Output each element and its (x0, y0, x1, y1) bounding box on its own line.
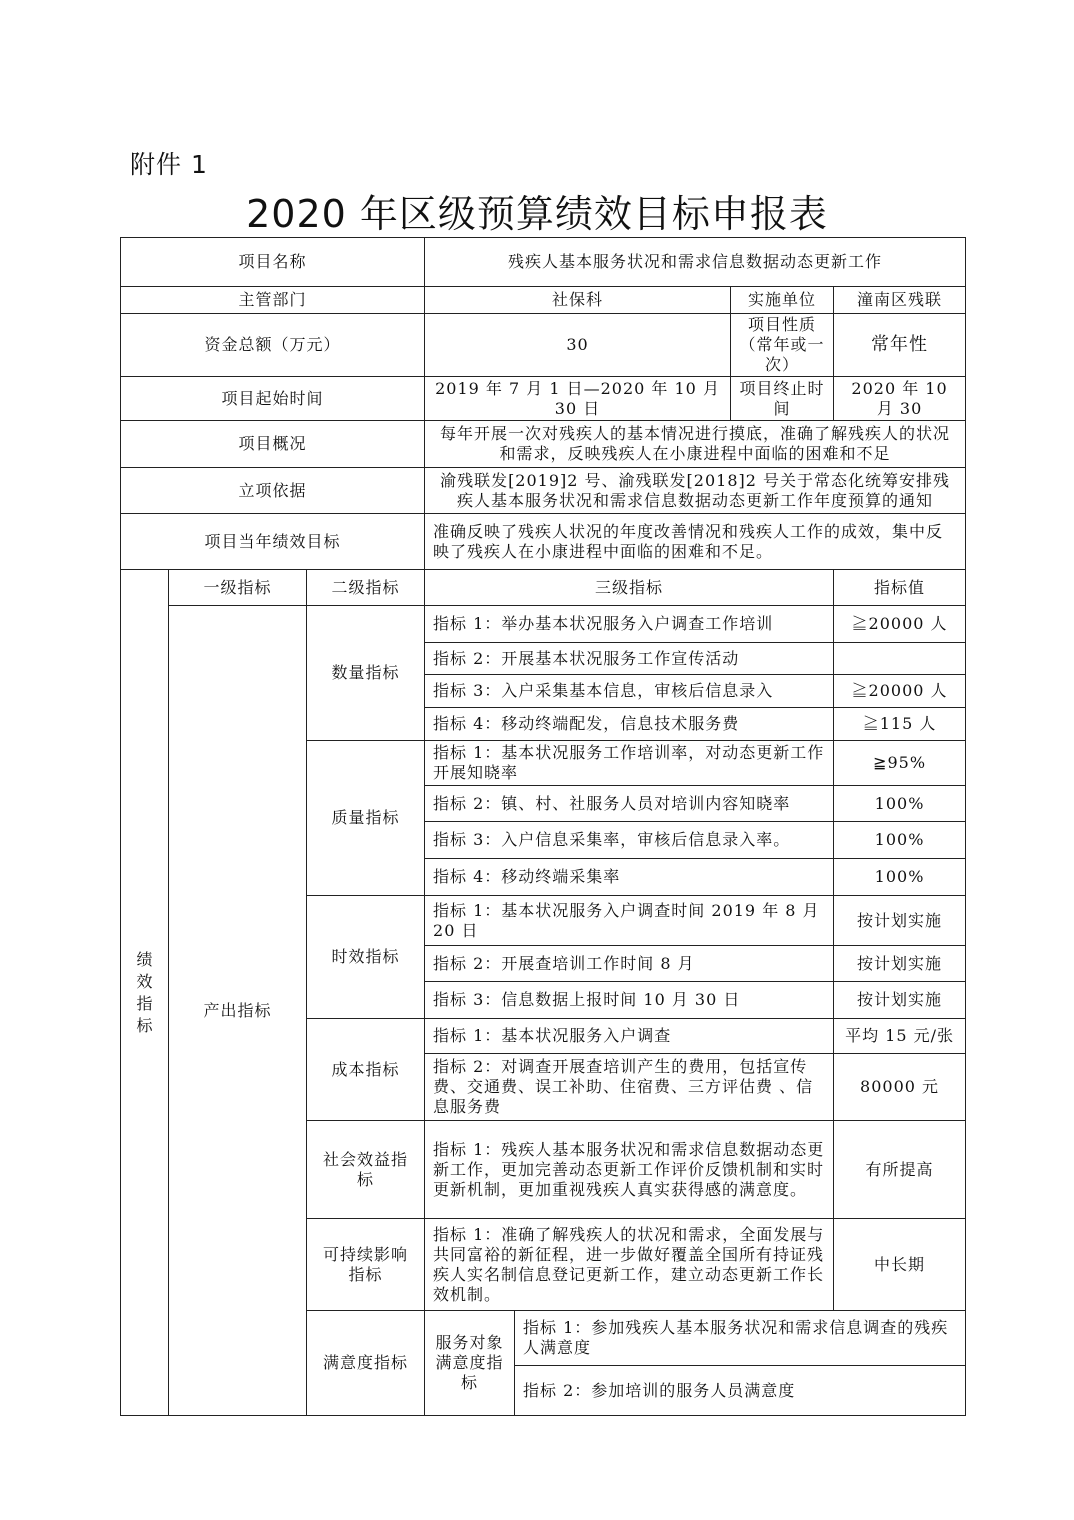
indicator-value: 按计划实施 (834, 946, 966, 982)
indicator-value: 100% (834, 822, 966, 859)
indicator-value: 100% (834, 859, 966, 896)
indicator-text: 指标 3：入户信息采集率，审核后信息录入率。 (425, 822, 834, 859)
attachment-label: 附件 1 (130, 150, 208, 179)
indicator-text: 指标 2：开展基本状况服务工作宣传活动 (425, 643, 834, 675)
indicator-value: ≧115 人 (834, 708, 966, 741)
header-level3: 三级指标 (425, 570, 834, 606)
indicator-text: 指标 2：对调查开展查培训产生的费用，包括宣传费、交通费、误工补助、住宿费、三方评估费 、信息服务费 (425, 1054, 834, 1121)
goal-label: 项目当年绩效目标 (121, 514, 425, 570)
start-value: 2019 年 7 月 1 日—2020 年 10 月 30 日 (425, 377, 731, 421)
indicator-value: 按计划实施 (834, 982, 966, 1019)
nature-value: 常年性 (834, 314, 966, 377)
end-label: 项目终止时间 (731, 377, 834, 421)
social-benefit-indicator-label: 社会效益指标 (307, 1121, 425, 1219)
service-satisfaction-indicator-label: 服务对象满意度指标 (425, 1311, 515, 1416)
indicator-text: 指标 1：参加残疾人基本服务状况和需求信息调查的残疾人满意度 (515, 1311, 966, 1366)
quality-indicator-label: 质量指标 (307, 741, 425, 896)
header-level2: 二级指标 (307, 570, 425, 606)
end-value: 2020 年 10 月 30 (834, 377, 966, 421)
nature-label: 项目性质（常年或一次） (731, 314, 834, 377)
impl-unit-value: 潼南区残联 (834, 287, 966, 314)
goal-value: 准确反映了残疾人状况的年度改善情况和残疾人工作的成效，集中反映了残疾人在小康进程中面临的困难和不足。 (425, 514, 966, 570)
indicator-text: 指标 2：参加培训的服务人员满意度 (515, 1366, 966, 1416)
project-name-value: 残疾人基本服务状况和需求信息数据动态更新工作 (425, 238, 966, 287)
indicator-value: ≧20000 人 (834, 606, 966, 643)
cost-indicator-label: 成本指标 (307, 1019, 425, 1121)
indicator-text: 指标 2：镇、村、社服务人员对培训内容知晓率 (425, 786, 834, 822)
indicator-value: 100% (834, 786, 966, 822)
dept-value: 社保科 (425, 287, 731, 314)
overview-value: 每年开展一次对残疾人的基本情况进行摸底，准确了解残疾人的状况和需求，反映残疾人在小康进程中面临的困难和不足 (425, 421, 966, 468)
indicator-value: 有所提高 (834, 1121, 966, 1219)
impl-unit-label: 实施单位 (731, 287, 834, 314)
dept-label: 主管部门 (121, 287, 425, 314)
indicator-value (834, 643, 966, 675)
sustainability-indicator-label: 可持续影响指标 (307, 1219, 425, 1311)
timeliness-indicator-label: 时效指标 (307, 896, 425, 1019)
indicator-text: 指标 1：基本状况服务入户调查时间 2019 年 8 月 20 日 (425, 896, 834, 946)
start-label: 项目起始时间 (121, 377, 425, 421)
indicator-text: 指标 3：信息数据上报时间 10 月 30 日 (425, 982, 834, 1019)
indicator-text: 指标 3：入户采集基本信息，审核后信息录入 (425, 675, 834, 708)
output-indicator-label: 产出指标 (169, 606, 307, 1416)
basis-value: 渝残联发[2019]2 号、渝残联发[2018]2 号关于常态化统筹安排残疾人基本服务状况和需求信息数据动态更新工作年度预算的通知 (425, 468, 966, 514)
indicator-value: ≧20000 人 (834, 675, 966, 708)
indicator-value: 80000 元 (834, 1054, 966, 1121)
fund-label: 资金总额（万元） (121, 314, 425, 377)
indicator-value: 平均 15 元/张 (834, 1019, 966, 1054)
satisfaction-indicator-label: 满意度指标 (307, 1311, 425, 1416)
indicator-value: ≧95% (834, 741, 966, 786)
fund-value: 30 (425, 314, 731, 377)
header-value: 指标值 (834, 570, 966, 606)
basis-label: 立项依据 (121, 468, 425, 514)
indicator-text: 指标 1：举办基本状况服务入户调查工作培训 (425, 606, 834, 643)
indicator-text: 指标 1：基本状况服务工作培训率，对动态更新工作开展知晓率 (425, 741, 834, 786)
overview-label: 项目概况 (121, 421, 425, 468)
indicator-text: 指标 1：基本状况服务入户调查 (425, 1019, 834, 1054)
indicator-text: 指标 2：开展查培训工作时间 8 月 (425, 946, 834, 982)
indicator-value: 中长期 (834, 1219, 966, 1311)
quantity-indicator-label: 数量指标 (307, 606, 425, 741)
indicator-text: 指标 1：准确了解残疾人的状况和需求，全面发展与共同富裕的新征程，进一步做好覆盖全国所有持证残疾人实名制信息登记更新工作，建立动态更新工作长效机制。 (425, 1219, 834, 1311)
project-name-label: 项目名称 (121, 238, 425, 287)
indicator-text: 指标 4：移动终端采集率 (425, 859, 834, 896)
header-level1: 一级指标 (169, 570, 307, 606)
indicator-value: 按计划实施 (834, 896, 966, 946)
performance-indicators-label: 绩效指标 (121, 570, 169, 1416)
indicator-text: 指标 4：移动终端配发，信息技术服务费 (425, 708, 834, 741)
page-title: 2020 年区级预算绩效目标申报表 (246, 192, 828, 236)
indicator-text: 指标 1：残疾人基本服务状况和需求信息数据动态更新工作，更加完善动态更新工作评价反馈机制和实时更新机制，更加重视残疾人真实获得感的满意度。 (425, 1121, 834, 1219)
budget-performance-table (120, 237, 966, 1416)
